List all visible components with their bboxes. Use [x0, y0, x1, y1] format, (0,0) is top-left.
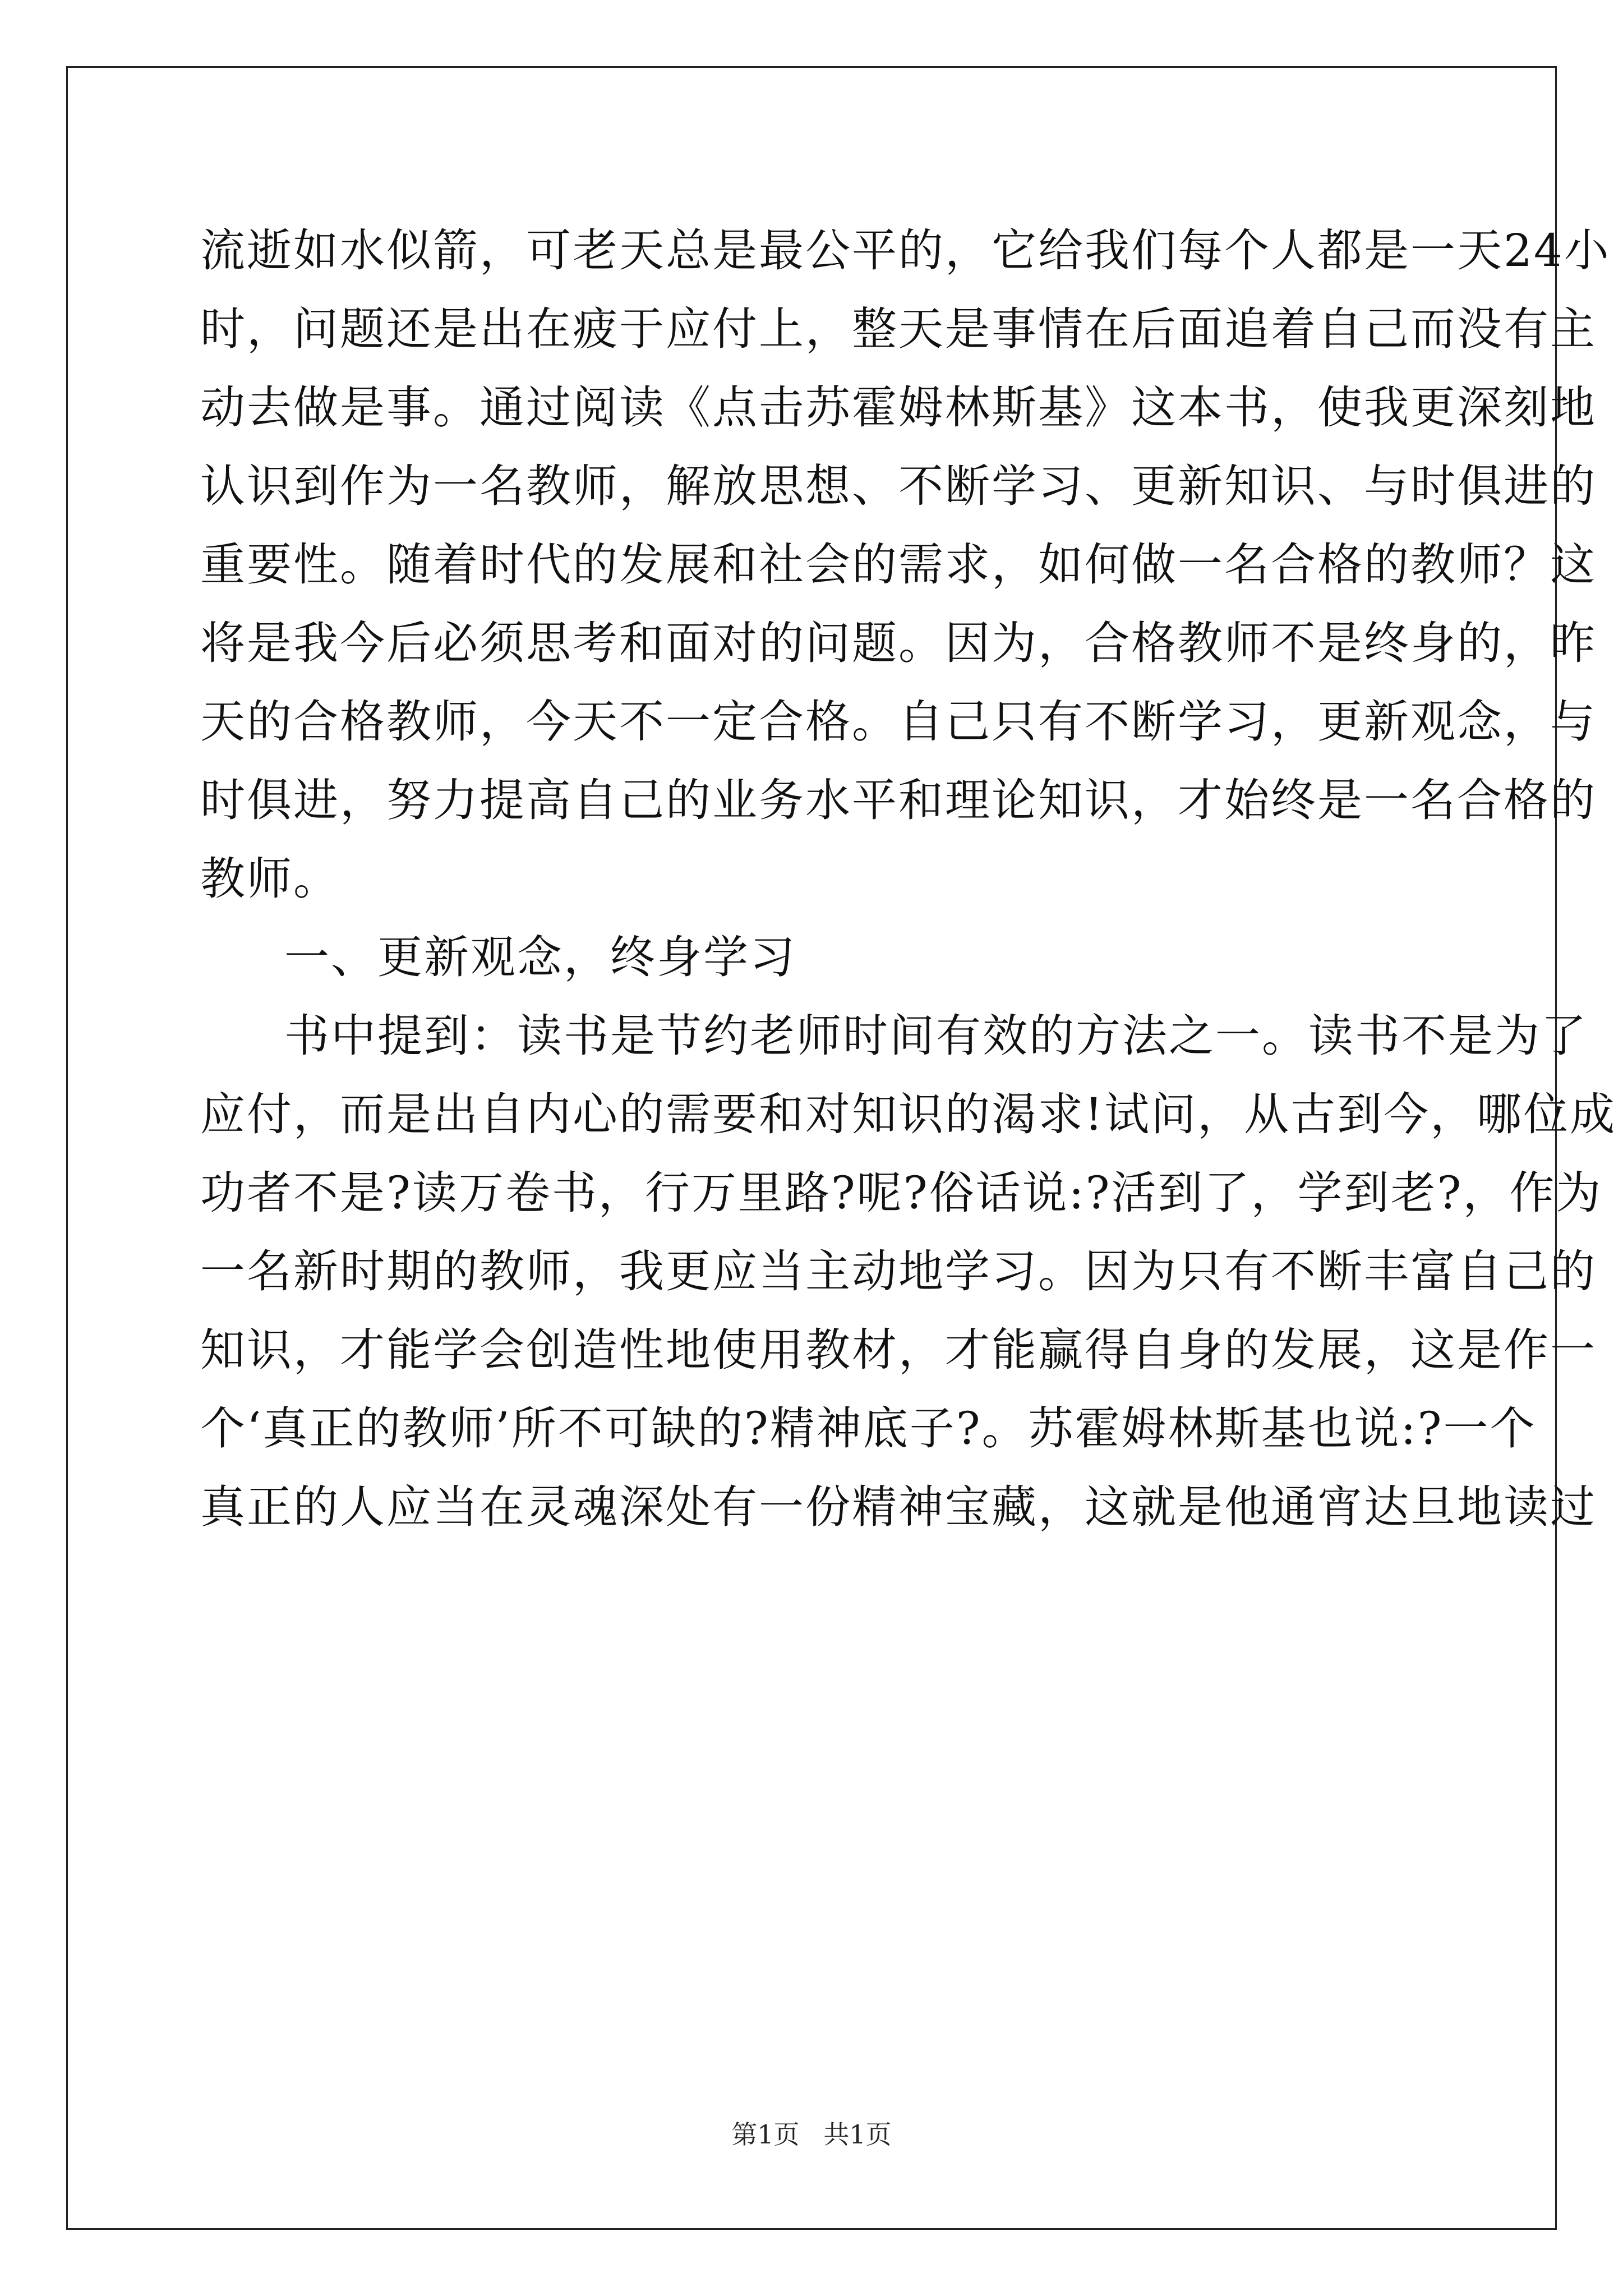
page-number: 第1页 — [731, 2119, 800, 2150]
text-line: 时俱进，努力提高自己的业务水平和理论知识，才始终是一名合格的 — [200, 774, 1597, 826]
text-line: 教师。 — [200, 853, 340, 905]
text-line: 流逝如水似箭，可老天总是最公平的，它给我们每个人都是一天24小 — [200, 224, 1611, 277]
text-line: 天的合格教师，今天不一定合格。自己只有不断学习，更新观念，与 — [200, 696, 1597, 748]
paragraph-first-line: 书中提到：读书是节约老师时间有效的方法之一。读书不是为了 — [284, 1010, 1588, 1062]
page-footer — [0, 2118, 1623, 2151]
text-line: 应付，而是出自内心的需要和对知识的渴求!试问，从古到今，哪位成 — [200, 1088, 1617, 1140]
text-line: 时，问题还是出在疲于应付上，整天是事情在后面追着自己而没有主 — [200, 303, 1597, 355]
text-line: 重要性。随着时代的发展和社会的需求，如何做一名合格的教师？这 — [200, 539, 1597, 591]
text-line: 功者不是?读万卷书，行万里路?呢?俗话说:?活到了，学到老?，作为 — [200, 1167, 1603, 1219]
text-line: 个‘真正的教师’所不可缺的?精神底子?。苏霍姆林斯基也说:?一个 — [200, 1402, 1537, 1455]
section-heading: 一、更新观念，终身学习 — [284, 931, 796, 983]
text-line: 将是我今后必须思考和面对的问题。因为，合格教师不是终身的，昨 — [200, 617, 1597, 669]
text-line: 动去做是事。通过阅读《点击苏霍姆林斯基》这本书，使我更深刻地 — [200, 381, 1597, 434]
text-line: 认识到作为一名教师，解放思想、不断学习、更新知识、与时俱进的 — [200, 460, 1597, 512]
page-total: 共1页 — [823, 2119, 892, 2150]
text-line: 一名新时期的教师，我更应当主动地学习。因为只有不断丰富自己的 — [200, 1245, 1597, 1297]
text-line: 知识，才能学会创造性地使用教材，才能赢得自身的发展，这是作一 — [200, 1324, 1597, 1376]
text-line: 真正的人应当在灵魂深处有一份精神宝藏，这就是他通宵达旦地读过 — [200, 1481, 1597, 1533]
